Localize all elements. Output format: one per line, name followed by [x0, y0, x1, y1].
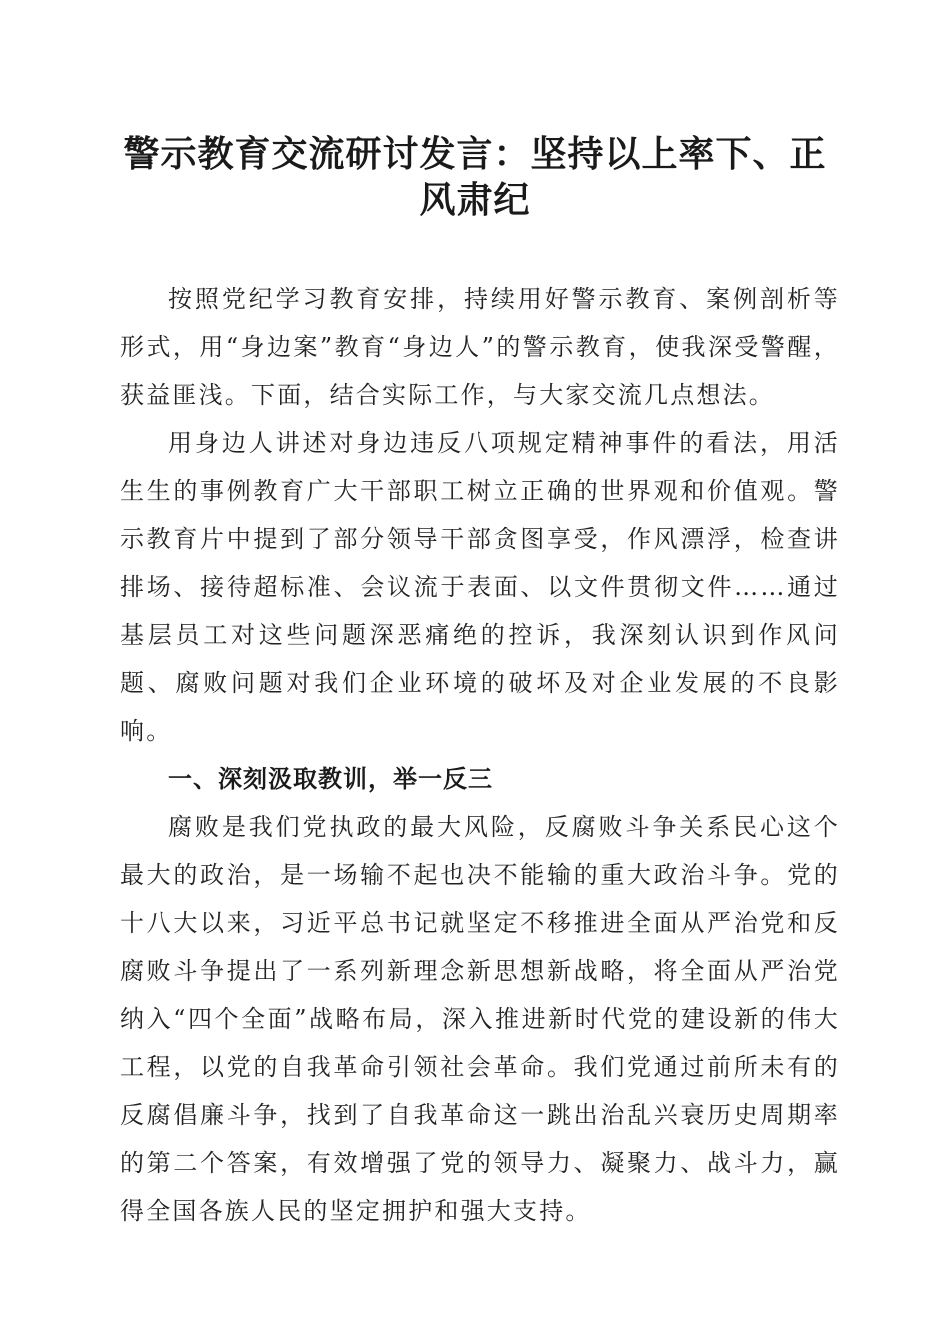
section-paragraph: 腐败是我们党执政的最大风险，反腐败斗争关系民心这个最大的政治，是一场输不起也决不能输的重大政治斗争。党的十八大以来，习近平总书记就坚定不移推进全面从严治党和反腐败斗争提出了一系列新理念新思想新战略，将全面从严治党纳入“四个全面”战略布局，深入推进新时代党的建设新的伟大工程，以党的自我革命引领社会革命。我们党通过前所未有的反腐倡廉斗争，找到了自我革命这一跳出治乱兴衰历史周期率的第二个答案，有效增强了党的领导力、凝聚力、战斗力，赢得全国各族人民的坚定拥护和强大支持。 [120, 813, 840, 1225]
body-paragraph: 用身边人讲述对身边违反八项规定精神事件的看法，用活生生的事例教育广大干部职工树立正确的世界观和价值观。警示教育片中提到了部分领导干部贪图享受，作风漂浮，检查讲排场、接待超标准、会议流于表面、以文件贯彻文件……通过基层员工对这些问题深恶痛绝的控诉，我深刻认识到作风问题、腐败问题对我们企业环境的破坏及对企业发展的不良影响。 [120, 429, 840, 745]
document-body [120, 275, 840, 1235]
document-title: 警示教育交流研讨发言：坚持以上率下、正风肃纪 [123, 134, 827, 221]
intro-paragraph: 按照党纪学习教育安排，持续用好警示教育、案例剖析等形式，用“身边案”教育“身边人”的警示教育，使我深受警醒，获益匪浅。下面，结合实际工作，与大家交流几点想法。 [120, 285, 840, 409]
section-heading: 一、深刻汲取教训，举一反三 [168, 765, 493, 793]
